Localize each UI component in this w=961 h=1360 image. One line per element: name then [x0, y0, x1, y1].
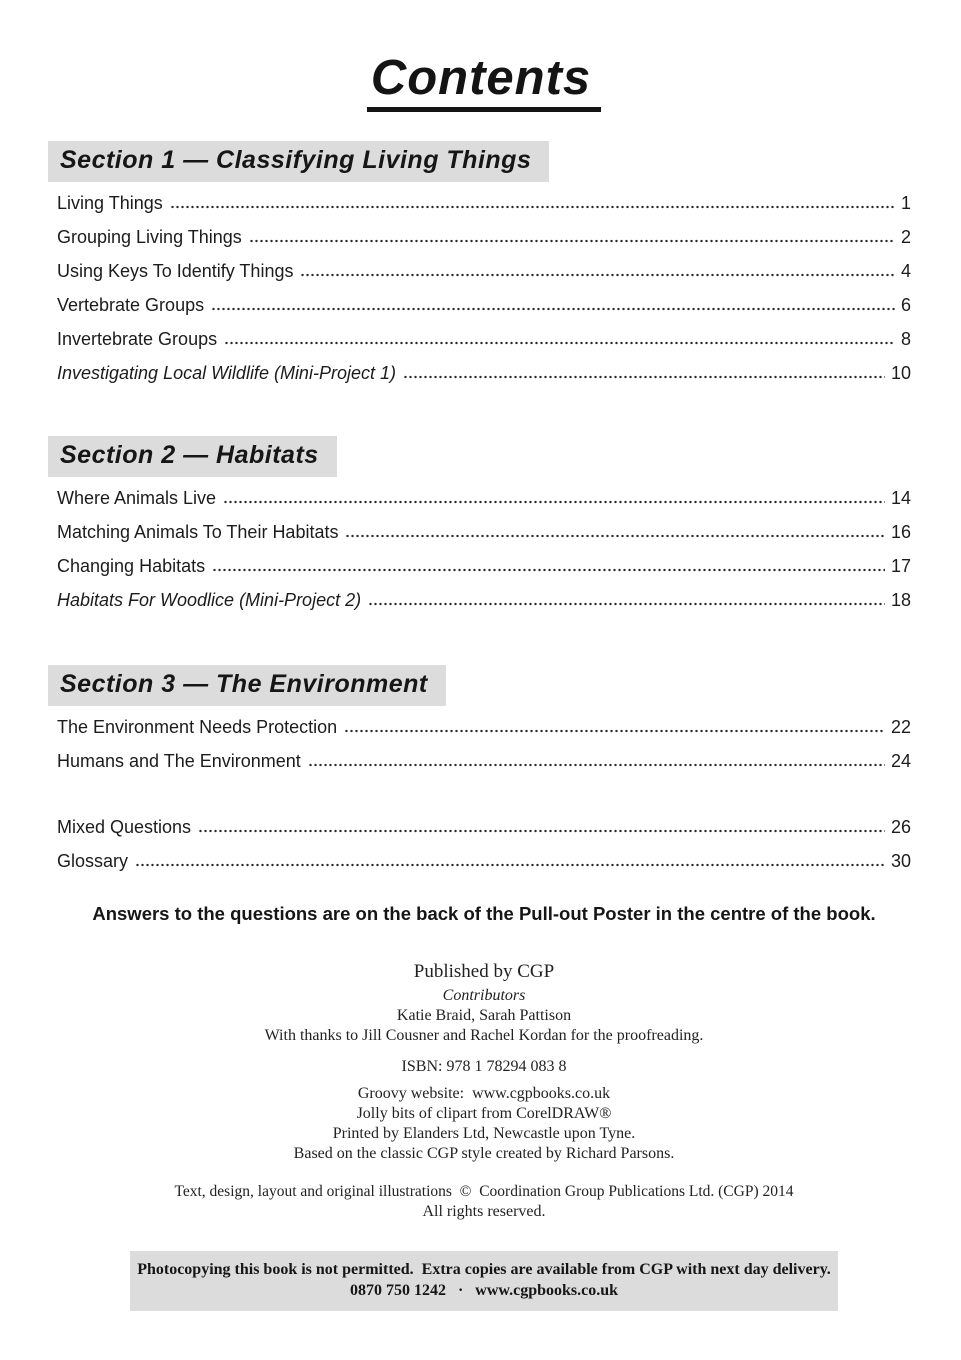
section-1-heading: Section 1 — Classifying Living Things	[48, 141, 549, 182]
toc-entry-page: 10	[890, 362, 911, 383]
printed-line: Printed by Elanders Ltd, Newcastle upon Tyne.	[332, 1124, 636, 1142]
clipart-line: Jolly bits of clipart from CorelDRAW®	[356, 1104, 612, 1122]
contributors-names: Katie Braid, Sarah Pattison	[396, 1006, 572, 1024]
dot-leader	[308, 763, 885, 767]
toc-row	[57, 589, 911, 611]
toc-entry-page: 22	[890, 716, 911, 737]
toc-entry-label: Using Keys To Identify Things	[57, 260, 294, 281]
dot-leader	[170, 205, 895, 209]
toc-entry-page: 30	[890, 850, 911, 871]
toc-entry-label: Where Animals Live	[57, 487, 217, 508]
copyright-line: Text, design, layout and original illustrations © Coordination Group Publications Ltd. (CGP) 2014	[174, 1182, 794, 1200]
section-2-heading: Section 2 — Habitats	[48, 436, 337, 477]
isbn-line: ISBN: 978 1 78294 083 8	[401, 1057, 567, 1075]
toc-row	[57, 362, 911, 384]
section-3-heading: Section 3 — The Environment	[48, 665, 446, 706]
toc-entry-label: Glossary	[57, 850, 129, 871]
section-2	[57, 436, 911, 611]
toc-row	[57, 226, 911, 248]
toc-entry-page: 24	[890, 750, 911, 771]
toc-entry-label: Living Things	[57, 192, 163, 213]
toc-row	[57, 192, 911, 214]
toc-entry-label: The Environment Needs Protection	[57, 716, 338, 737]
toc-entry-page: 17	[890, 555, 911, 576]
toc-entry-label: Habitats For Woodlice (Mini-Project 2)	[57, 589, 362, 610]
toc-entry-page: 1	[900, 192, 911, 213]
dot-leader	[211, 307, 895, 311]
section-1-toc	[57, 192, 911, 384]
publisher-block	[57, 960, 911, 1222]
toc-entry-page: 18	[890, 589, 911, 610]
section-1	[57, 141, 911, 384]
toc-entry-page: 8	[900, 328, 911, 349]
toc-entry-label: Investigating Local Wildlife (Mini-Project 1)	[57, 362, 396, 383]
toc-entry-page: 14	[890, 487, 911, 508]
section-2-toc	[57, 487, 911, 611]
toc-entry-label: Vertebrate Groups	[57, 294, 205, 315]
dot-leader	[212, 568, 885, 572]
end-entries	[57, 816, 911, 872]
dot-leader	[135, 863, 885, 867]
section-3-toc	[57, 716, 911, 772]
based-on-line: Based on the classic CGP style created by Richard Parsons.	[293, 1144, 675, 1162]
toc-row	[57, 487, 911, 509]
toc-entry-page: 2	[900, 226, 911, 247]
toc-entry-page: 26	[890, 816, 911, 837]
dot-leader	[249, 239, 895, 243]
thanks-line: With thanks to Jill Cousner and Rachel Kordan for the proofreading.	[264, 1026, 704, 1044]
photocopying-notice-line2: 0870 750 1242 · www.cgpbooks.co.uk	[349, 1281, 619, 1299]
toc-entry-page: 6	[900, 294, 911, 315]
dot-leader	[368, 602, 885, 606]
page-title: Contents	[367, 52, 601, 112]
toc-entry-label: Grouping Living Things	[57, 226, 242, 247]
contributors-heading: Contributors	[442, 986, 526, 1004]
website-line: Groovy website: www.cgpbooks.co.uk	[357, 1084, 611, 1102]
photocopying-notice-box	[130, 1251, 838, 1311]
dot-leader	[344, 729, 885, 733]
page-title-wrap	[57, 0, 911, 112]
rights-line: All rights reserved.	[422, 1202, 546, 1220]
section-3	[57, 665, 911, 772]
dot-leader	[198, 829, 885, 833]
toc-entry-label: Humans and The Environment	[57, 750, 301, 771]
toc-entry-label: Invertebrate Groups	[57, 328, 218, 349]
toc-entry-page: 16	[890, 521, 911, 542]
toc-row	[57, 294, 911, 316]
answers-note: Answers to the questions are on the back of the Pull-out Poster in the centre of the book.	[92, 902, 876, 924]
toc-row	[57, 850, 911, 872]
toc-entry-page: 4	[900, 260, 911, 281]
toc-row	[57, 816, 911, 838]
toc-row	[57, 328, 911, 350]
photocopying-notice-line1: Photocopying this book is not permitted. Extra copies are available from CGP with next day delivery.	[137, 1260, 831, 1278]
dot-leader	[224, 341, 895, 345]
dot-leader	[300, 273, 895, 277]
published-by-line: Published by CGP	[413, 960, 555, 982]
toc-entry-label: Matching Animals To Their Habitats	[57, 521, 339, 542]
dot-leader	[223, 500, 885, 504]
dot-leader	[345, 534, 884, 538]
toc-entry-label: Changing Habitats	[57, 555, 206, 576]
toc-row	[57, 260, 911, 282]
toc-row	[57, 555, 911, 577]
toc-row	[57, 521, 911, 543]
toc-row	[57, 750, 911, 772]
toc-entry-label: Mixed Questions	[57, 816, 192, 837]
dot-leader	[403, 375, 885, 379]
toc-row	[57, 716, 911, 738]
